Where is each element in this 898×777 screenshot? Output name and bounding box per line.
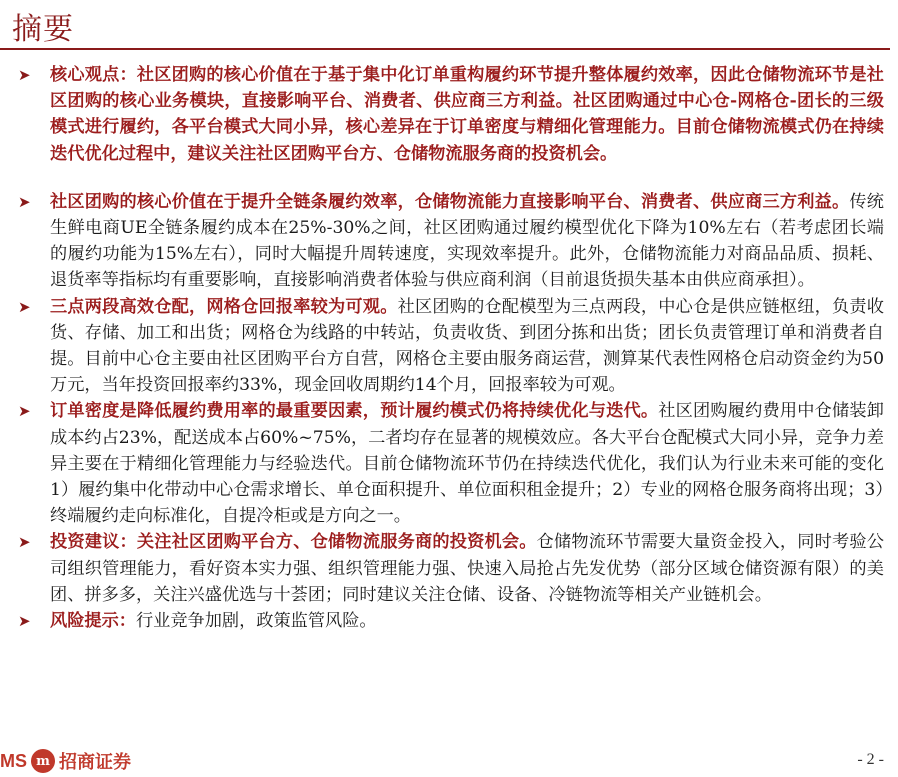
page-number: - 2 - (857, 751, 884, 768)
item-body: 社区团购的仓配模型为三点两段，中心仓是供应链枢纽，负责收货、存储、加工和出货；网格仓为线路的中转站，负责收货、到团分拣和出货；团长负责管理订单和消费者自提。目前中心仓主要由社区团购平台方自营，网格仓主要由服务商运营，测算某代表性网格仓启动资金约为50万元，当年投资回报率约33%，现金回收周期约14个月，回报率较为可观。 (50, 296, 884, 396)
list-item (18, 529, 884, 608)
list-item (18, 294, 884, 399)
arrow-bullet-icon: ➤ (18, 402, 31, 421)
list-item (18, 62, 884, 167)
item-lead: 核心观点：社区团购的核心价值在于基于集中化订单重构履约环节提升整体履约效率，因此仓储物流环节是社区团购的核心业务模块，直接影响平台、消费者、供应商三方利益。社区团购通过中心仓-网格仓-团长的三级模式进行履约，各平台模式大同小异，核心差异在于订单密度与精细化管理能力。目前仓储物流模式仍在持续迭代优化过程中，建议关注社区团购平台方、仓储物流服务商的投资机会。 (50, 65, 884, 164)
item-body: 行业竞争加剧，政策监管风险。 (135, 611, 377, 632)
title-divider (0, 48, 890, 50)
brand-prefix: MS (0, 750, 27, 771)
arrow-bullet-icon: ➤ (18, 192, 31, 211)
arrow-bullet-icon: ➤ (18, 612, 31, 631)
item-lead: 三点两段高效仓配，网格仓回报率较为可观。 (50, 296, 398, 317)
summary-list (18, 62, 884, 634)
arrow-bullet-icon: ➤ (18, 533, 31, 552)
list-item (18, 189, 884, 294)
item-body: 仓储物流环节需要大量资金投入，同时考验公司组织管理能力，看好资本实力强、组织管理能力强、快速入局抢占先发优势（部分区域仓储资源有限）的美团、拼多多，关注兴盛优选与十荟团；同时建议关注仓储、设备、冷链物流等相关产业链机会。 (50, 532, 884, 605)
item-lead: 风险提示： (50, 611, 136, 632)
brand-mark-icon: m (31, 749, 55, 773)
arrow-bullet-icon: ➤ (18, 297, 31, 316)
item-lead: 投资建议：关注社区团购平台方、仓储物流服务商的投资机会。 (50, 532, 537, 553)
item-body: 社区团购履约费用中仓储装卸成本约占23%，配送成本占60%~75%，二者均存在显著的规模效应。各大平台仓配模式大同小异，竞争力差异主要在于精细化管理能力与经验迭代。目前仓储物流环节仍在持续迭代优化，我们认为行业未来可能的变化1）履约集中化带动中心仓需求增长、单仓面积提升、单位面积租金提升；2）专业的网格仓服务商将出现；3）终端履约走向标准化，自提冷柜或是方向之一。 (50, 401, 884, 527)
list-item (18, 608, 884, 634)
item-body: 传统生鲜电商UE全链条履约成本在25%-30%之间，社区团购通过履约模型优化下降为10%左右（若考虑团长端的履约功能为15%左右），同时大幅提升周转速度，实现效率提升。此外，仓储物流能力对商品品质、损耗、退货率等指标均有重要影响，直接影响消费者体验与供应商利润（目前退货损失基本由供应商承担）。 (50, 191, 884, 291)
page-title: 摘要 (12, 12, 74, 47)
arrow-bullet-icon: ➤ (18, 66, 31, 84)
brand-logo (0, 748, 131, 774)
list-item (18, 398, 884, 529)
item-lead: 社区团购的核心价值在于提升全链条履约效率，仓储物流能力直接影响平台、消费者、供应商三方利益。 (50, 191, 850, 212)
brand-name: 招商证券 (59, 752, 131, 773)
item-lead: 订单密度是降低履约费用率的最重要因素，预计履约模式仍将持续优化与迭代。 (50, 401, 659, 422)
